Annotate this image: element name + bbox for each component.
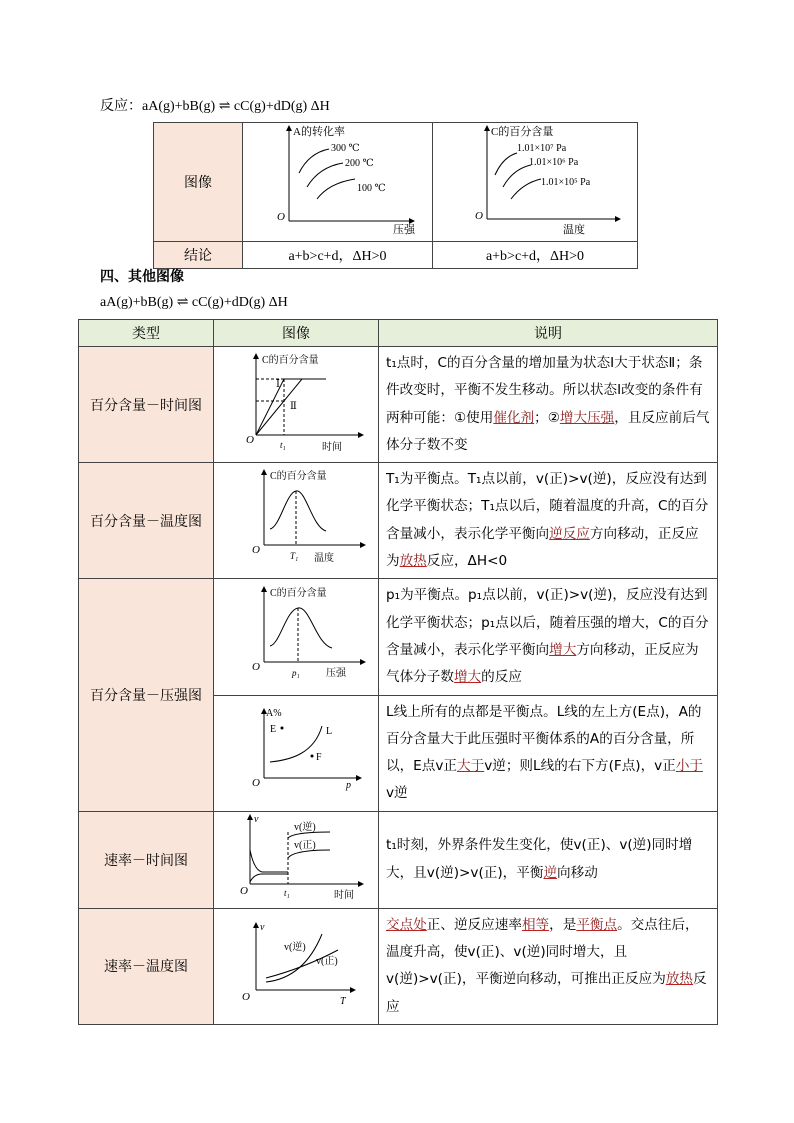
conversion-origin: O [277,211,285,223]
curve-200: 200 ℃ [345,158,374,169]
pt-origin: O [246,434,254,447]
pt-xlabel: 时间 [322,442,342,454]
conclusion-2: a+b>c+d，ΔH>0 [433,242,638,269]
svg-text:v(正): v(正) [316,955,338,967]
conditions-table [153,122,638,269]
row-label-conclusion: 结论 [154,242,243,269]
type-rate-time: 速率－时间图 [79,811,214,908]
content-chart [433,123,637,237]
desc-apercent-pressure: L线上所有的点都是平衡点。L线的左上方(E点)，A的百分含量大于此压强时平衡体系的A的百分含量，所以，E点v正大于v逆；则L线的右下方(F点)，v正小于v逆 [379,695,718,811]
reaction-equation: aA(g)+bB(g) ⇌ cC(g)+dD(g) ΔH [142,99,330,114]
reaction-prefix: 反应： [100,98,142,114]
svg-text:O: O [240,884,248,897]
graph-conversion-vs-pressure [243,123,433,242]
type-percent-temperature: 百分含量－温度图 [79,463,214,579]
svg-text:E: E [270,723,277,735]
graph-percent-time [214,347,379,463]
svg-text:O: O [252,661,260,674]
svg-text:O: O [242,990,250,1003]
svg-text:压强: 压强 [326,668,346,680]
conversion-ylabel: A的转化率 [293,126,345,138]
desc-percent-pressure: p₁为平衡点。p₁点以前，v(正)>v(逆)，反应没有达到化学平衡状态；p₁点以后，随着压强的增大，C的百分含量减小，表示化学平衡向增大方向移动，正反应为气体分子数增大的反应 [379,579,718,695]
graph-content-vs-temperature [433,123,638,242]
graph-rate-temperature [214,908,379,1024]
header-type: 类型 [79,320,214,347]
svg-text:L: L [326,725,333,737]
svg-text:T₁: T₁ [290,550,299,561]
header-desc: 说明 [379,320,718,347]
type-percent-pressure: 百分含量－压强图 [79,579,214,811]
graph-percent-pressure [214,579,379,695]
section-title: 四、其他图像 [100,269,184,285]
other-graphs-table [78,319,718,1025]
content-origin: O [475,210,483,222]
conversion-chart [243,123,432,237]
desc-percent-time: t₁点时，C的百分含量的增加量为状态Ⅰ大于状态Ⅱ；条件改变时，平衡不发生移动。所以状态Ⅰ改变的条件有两种可能：①使用催化剂；②增大压强，且反应前后气体分子数不变 [379,347,718,463]
svg-text:p₁: p₁ [292,668,300,679]
desc-rate-time: t₁时刻，外界条件发生变化，使v(正)、v(逆)同时增大，且v(逆)>v(正)，平衡逆向移动 [379,811,718,908]
svg-text:v(逆): v(逆) [294,821,316,833]
graph-rate-time [214,811,379,908]
row-label-graph: 图像 [154,123,243,242]
header-graph: 图像 [214,320,379,347]
svg-text:p: p [346,779,351,791]
svg-text:v: v [260,921,265,933]
curve-1e7: 1.01×10⁷ Pa [517,143,567,154]
svg-text:t₁: t₁ [284,887,290,898]
mark-II: Ⅱ [290,401,297,413]
type-rate-temperature: 速率－温度图 [79,908,214,1024]
desc-percent-temperature: T₁为平衡点。T₁点以前，v(正)>v(逆)，反应没有达到化学平衡状态；T₁点以后，随着温度的升高，C的百分含量减小，表示化学平衡向逆反应方向移动，正反应为放热反应，ΔH<0 [379,463,718,579]
svg-text:C的百分含量: C的百分含量 [270,470,327,482]
desc-rate-temperature: 交点处正、逆反应速率相等，是平衡点。交点往后，温度升高，使v(正)、v(逆)同时增大，且v(逆)>v(正)，平衡逆向移动，可推出正反应为放热反应 [379,908,718,1024]
curve-1e5: 1.01×10⁵ Pa [541,177,591,188]
curve-1e6: 1.01×10⁶ Pa [529,157,579,168]
type-percent-time: 百分含量－时间图 [79,347,214,463]
svg-text:C的百分含量: C的百分含量 [270,588,327,600]
svg-text:v: v [254,813,259,825]
reaction-line-1 [100,95,330,115]
pt-ylabel: C的百分含量 [262,355,319,367]
conclusion-1: a+b>c+d，ΔH>0 [243,242,433,269]
svg-text:O: O [252,543,260,556]
content-xlabel: 温度 [563,224,585,236]
conversion-xlabel: 压强 [393,224,415,236]
svg-text:F: F [316,751,322,763]
svg-text:T: T [340,995,346,1007]
svg-text:v(正): v(正) [294,839,316,851]
pt-tick: t₁ [280,440,286,451]
svg-text:A%: A% [266,707,282,719]
curve-100: 100 ℃ [357,183,386,194]
content-ylabel: C的百分含量 [491,126,554,138]
graph-percent-temperature [214,463,379,579]
svg-text:时间: 时间 [334,889,354,901]
curve-300: 300 ℃ [331,143,360,154]
svg-text:v(逆): v(逆) [284,941,306,953]
svg-text:O: O [252,776,260,789]
mark-I: Ⅰ [276,379,280,391]
graph-apercent-pressure [214,695,379,811]
svg-text:温度: 温度 [314,552,334,564]
reaction-line-2: aA(g)+bB(g) ⇌ cC(g)+dD(g) ΔH [100,295,288,310]
